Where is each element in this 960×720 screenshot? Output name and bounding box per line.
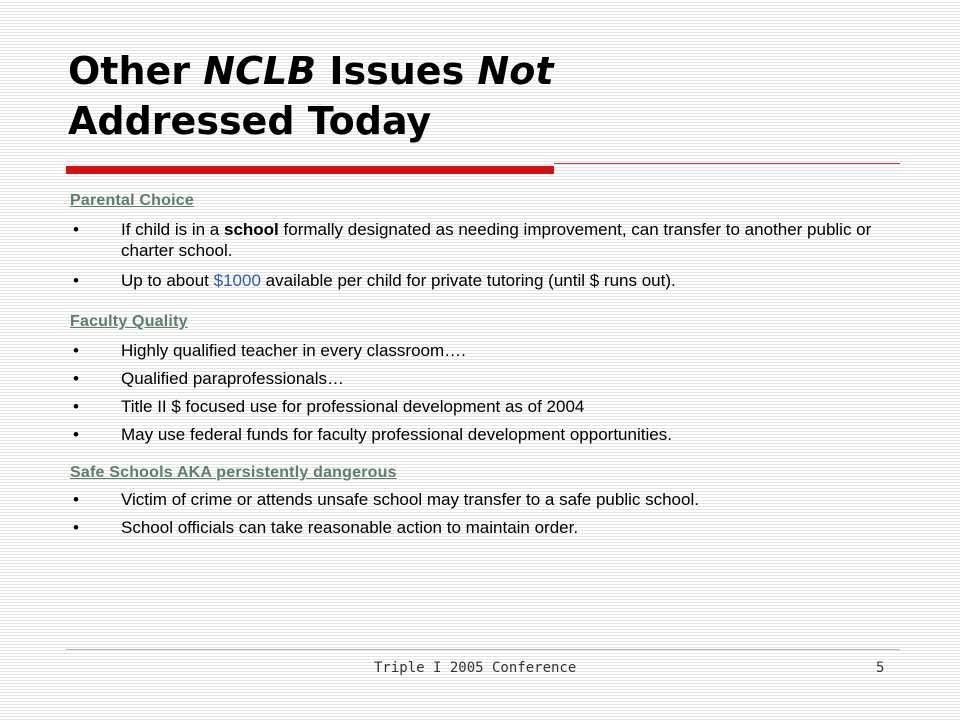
money-amount: $1000 xyxy=(213,271,261,290)
bullet-text xyxy=(121,219,890,261)
bullet-item xyxy=(70,368,890,389)
accent-bar xyxy=(66,166,554,174)
bullet-marker: • xyxy=(73,220,79,239)
slide-body xyxy=(70,189,890,538)
bullet-text-part: available per child for private tutoring (until $ runs out). xyxy=(260,271,676,290)
title-text: Other xyxy=(68,49,204,93)
bullet-item xyxy=(70,489,890,510)
bullet-item xyxy=(70,270,890,291)
page-number: 5 xyxy=(876,660,885,676)
bold-word: school xyxy=(224,220,279,239)
bullet-marker: • xyxy=(73,490,79,509)
bullet-item xyxy=(70,340,890,361)
title-emphasis: NCLB xyxy=(203,49,317,93)
bullet-text-part: If child is in a xyxy=(121,220,224,239)
title-line-1 xyxy=(68,46,888,96)
section-heading-parental-choice[interactable]: Parental Choice xyxy=(70,192,194,209)
title-text: Issues xyxy=(316,49,478,93)
bullet-text: Qualified paraprofessionals… xyxy=(121,369,345,388)
title-emphasis: Not xyxy=(477,49,554,93)
title-line-2: Addressed Today xyxy=(68,99,432,143)
bullet-item xyxy=(70,396,890,417)
footer-label: Triple I 2005 Conference xyxy=(374,660,577,676)
section-heading-safe-schools[interactable]: Safe Schools AKA persistently dangerous xyxy=(70,464,397,481)
bullet-marker: • xyxy=(73,369,79,388)
bullet-item xyxy=(70,219,890,261)
spacer xyxy=(70,291,890,310)
bullet-text: Victim of crime or attends unsafe school may transfer to a safe public school. xyxy=(121,490,699,509)
slide-title xyxy=(68,46,888,146)
bullet-text xyxy=(121,270,890,291)
title-divider xyxy=(554,163,900,164)
bullet-marker: • xyxy=(73,271,79,290)
bullet-item xyxy=(70,517,890,538)
bullet-text: Title II $ focused use for professional development as of 2004 xyxy=(121,397,585,416)
bullet-text: Highly qualified teacher in every classroom…. xyxy=(121,341,466,360)
bullet-text: May use federal funds for faculty professional development opportunities. xyxy=(121,425,672,444)
footer-divider xyxy=(66,649,900,650)
bullet-text: School officials can take reasonable action to maintain order. xyxy=(121,518,579,537)
bullet-marker: • xyxy=(73,425,79,444)
bullet-marker: • xyxy=(73,397,79,416)
section-heading-faculty-quality[interactable]: Faculty Quality xyxy=(70,313,188,330)
bullet-marker: • xyxy=(73,341,79,360)
bullet-text-part: formally designated as needing improvement, can transfer to another public or charter school. xyxy=(121,220,872,260)
bullet-item xyxy=(70,424,890,445)
bullet-marker: • xyxy=(73,518,79,537)
spacer xyxy=(70,445,890,461)
bullet-text-part: Up to about xyxy=(121,271,214,290)
